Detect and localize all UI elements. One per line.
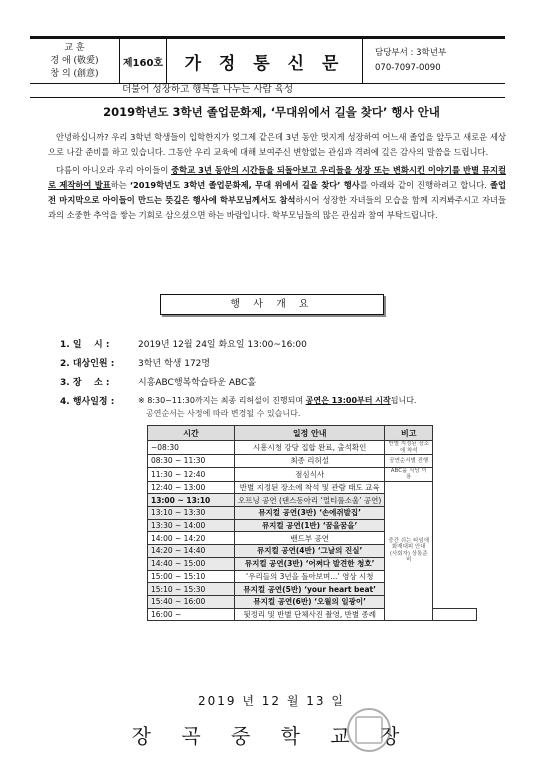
school-motto-box	[30, 39, 120, 83]
time-cell: 16:00 ~	[148, 608, 235, 621]
content-cell: 최종 리허설	[235, 455, 385, 468]
content-cell: 뮤지컬 공연(6반) ‘오월의 일광이’	[235, 595, 385, 608]
info-row	[60, 372, 500, 391]
info-label: 3. 장 소 :	[60, 378, 110, 388]
table-header-row	[148, 426, 477, 441]
content-cell: 반별 지정된 장소에 착석 및 관람 태도 교육	[235, 481, 385, 494]
content-cell: 뮤지컬 공연(3반) ‘어쩌다 발견한 청호’	[235, 557, 385, 570]
title-box	[120, 39, 363, 83]
content-cell: 점심식사	[235, 467, 385, 481]
contact-box	[363, 39, 505, 83]
motto-line: 창 의 (創意)	[50, 69, 99, 79]
department: 담당부서 : 3학년부	[375, 48, 447, 58]
time-cell: 11:30 ~ 12:40	[148, 467, 235, 481]
time-cell: 14:20 ~ 14:40	[148, 545, 235, 558]
info-value: 3학년 학생 172명	[138, 359, 211, 369]
time-cell: 13:00 ~ 13:10	[148, 494, 235, 507]
event-info	[60, 334, 500, 410]
text-span: 하시어 성장한 자녀들의 모습을 함께 지켜봐주시고 자녀들과의 소중한 추억을 쌓는 기회로 삼으셨으면 하는 바람입니다. 학부모님들의 많은 관심과 참여 부탁드립니다.	[48, 195, 506, 220]
info-label: 4. 행사일정 :	[60, 397, 115, 407]
issue-date: 2019 년 12 월 13 일	[198, 694, 345, 708]
note-cell	[433, 608, 477, 621]
newsletter-header	[30, 36, 505, 84]
column-header: 비고	[385, 426, 433, 441]
info-value: 2019년 12월 24일 화요일 13:00~16:00	[138, 340, 307, 350]
content-cell: 뮤지컬 공연(3반) ‘손에쥐발집’	[235, 507, 385, 520]
time-cell: 15:40 ~ 16:00	[148, 595, 235, 608]
text-span: 를 아래와 같이 진행하려고 합니다.	[359, 180, 490, 190]
principal-signature: 장 곡 중 학 교 장	[131, 724, 412, 748]
table-row	[148, 481, 477, 494]
headline: 2019학년도 3학년 졸업문화제, ‘무대위에서 길을 찾다’ 행사 안내	[103, 105, 440, 119]
text-span: 하는	[110, 180, 130, 190]
paragraph-greeting: 안녕하십니까? 우리 3학년 학생들이 입학한지가 엊그제 같은데 3년 동안 멋지게 성장하여 어느새 졸업을 앞두고 새로운 세상으로 나갈 준비를 하고 있습니다. 그동안 우리 교육에 대해 보여주신 변함없는 관심과 격려에 깊은 감사의 말씀을 드립니다.	[48, 132, 506, 157]
time-cell: ~08:30	[148, 441, 235, 455]
info-label: 2. 대상인원 :	[60, 359, 115, 369]
emphasis-text: 졸업 전 마지막으로 아이들이 만드는 뜻깊은 행사에 학부모님께서도 참석	[48, 180, 506, 205]
content-cell: 뒷정리 및 반별 단체사진 촬영, 반별 종례	[235, 608, 385, 621]
content-cell: 뮤지컬 공연(5반) ‘your heart beat’	[235, 583, 385, 596]
column-header: 일정 안내	[235, 426, 385, 441]
schedule-note: 공연순서는 사정에 따라 변경될 수 있습니다.	[146, 409, 301, 418]
table-row	[148, 441, 477, 455]
school-slogan: 더불어 성장하고 행복을 나누는 사람 육성	[30, 82, 505, 98]
info-value	[138, 395, 500, 406]
content-cell: 오프닝 공연 (댄스동아리 ‘멀티풀소울’ 공연)	[235, 494, 385, 507]
time-cell: 13:10 ~ 13:30	[148, 507, 235, 520]
newsletter-title: 가 정 통 신 문	[184, 53, 345, 74]
section-title: 행 사 개 요	[160, 294, 384, 315]
motto-line: 교 훈	[64, 43, 85, 53]
time-cell: 12:40 ~ 13:00	[148, 481, 235, 494]
letter-body	[48, 130, 506, 226]
content-cell: 뮤지컬 공연(1반) ‘꿈을꿈을’	[235, 519, 385, 532]
content-cell: ‘우리들의 3년을 돌아보며...’ 영상 시청	[235, 570, 385, 583]
note-cell: 반별 지정된 장소에 착석	[385, 441, 433, 455]
note-cell: ABC홀 식당 이용	[385, 467, 433, 481]
time-cell: 13:30 ~ 14:00	[148, 519, 235, 532]
issue-number: 제160호	[120, 39, 167, 83]
motto-line: 경 애 (敬愛)	[50, 56, 99, 66]
text-span: 다름이 아니오라 우리 아이들이	[56, 165, 172, 175]
info-value: 시흥ABC행복학습타운 ABC홀	[138, 378, 257, 388]
time-cell: 14:40 ~ 15:00	[148, 557, 235, 570]
text-span: ※ 8:30~11:30까지는 최종 리허설이 진행되며	[138, 396, 306, 405]
time-cell: 08:30 ~ 11:30	[148, 455, 235, 468]
table-row	[148, 455, 477, 468]
info-row	[60, 334, 500, 353]
text-span: 됩니다.	[390, 396, 417, 405]
info-label: 1. 일 시 :	[60, 340, 110, 350]
content-cell: 밴드부 공연	[235, 532, 385, 545]
content-cell: 뮤지컬 공연(4반) ‘그날의 진실’	[235, 545, 385, 558]
time-cell: 15:10 ~ 15:30	[148, 583, 235, 596]
content-cell: 시흥시청 강당 집합 완료, 출석확인	[235, 441, 385, 455]
emphasis-text: 공연은 13:00부터 시작	[305, 396, 391, 405]
info-row	[60, 353, 500, 372]
note-cell: 공연순서별 진행	[385, 455, 433, 468]
time-cell: 14:00 ~ 14:20	[148, 532, 235, 545]
event-name: ‘2019학년도 3학년 졸업문화제, 무대 위에서 길을 찾다’ 행사	[129, 180, 360, 190]
column-header: 시간	[148, 426, 235, 441]
table-row	[148, 467, 477, 481]
time-cell: 15:00 ~ 15:10	[148, 570, 235, 583]
emphasis-text: 중학교 3년 동안의 시간들을 되돌아보고 우리들을 성장 또는 변화시킨 이야기를 반별 뮤지컬로 제작하여 발표	[48, 165, 506, 190]
phone-number: 070-7097-0090	[375, 63, 441, 73]
schedule-table	[147, 425, 477, 621]
paragraph-event	[48, 163, 506, 223]
merged-note-cell: 중간 쉬는 타임에 화재대피 안내 (사회자) 상통준비	[385, 481, 433, 621]
official-seal	[347, 708, 391, 752]
